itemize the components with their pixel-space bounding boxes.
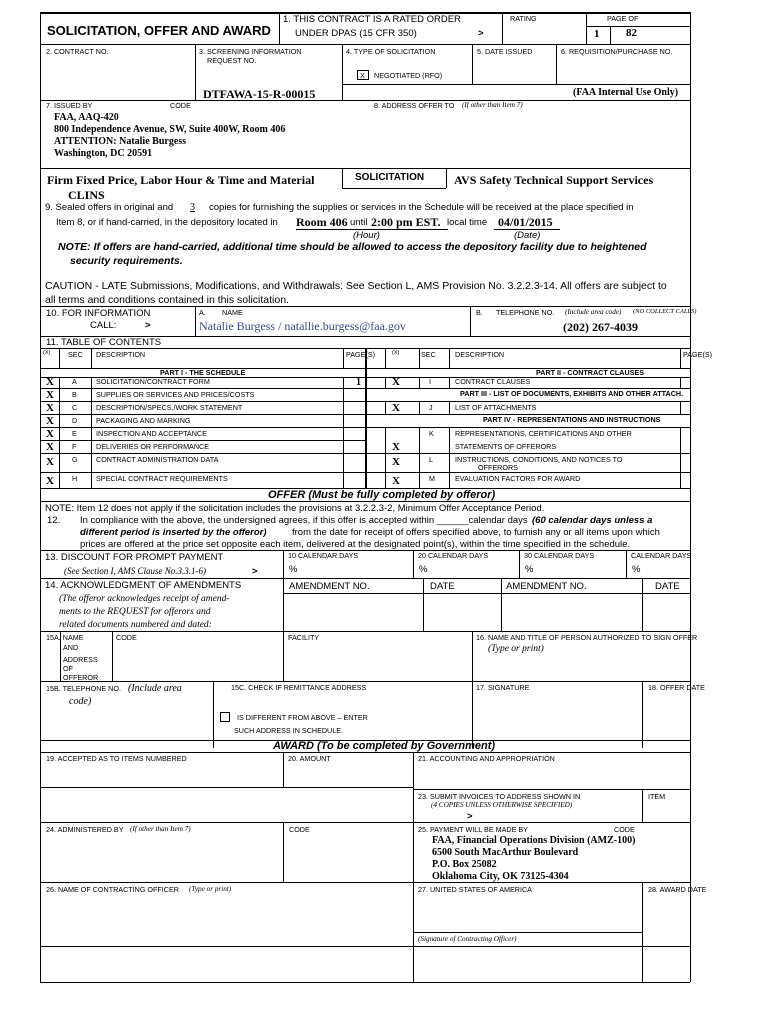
toc-j-sec: J (429, 403, 433, 412)
item20-label: 20. AMOUNT (288, 754, 331, 763)
item25-label: 25. PAYMENT WILL BE MADE BY (418, 825, 528, 834)
negotiated-label: NEGOTIATED (RFO) (374, 71, 443, 80)
remittance-checkbox[interactable] (220, 712, 230, 722)
toc-m-check: X (392, 475, 400, 487)
toc-col-x-right: (X) (392, 350, 400, 356)
item19-label: 19. ACCEPTED AS TO ITEMS NUMBERED (46, 754, 187, 763)
telephone-label: TELEPHONE NO. (496, 308, 555, 317)
toc-k-desc: REPRESENTATIONS, CERTIFICATIONS AND OTHER (455, 429, 632, 438)
offeror-name-label-1: 15A. NAME (46, 633, 84, 642)
toc-b-sec: B (72, 390, 77, 399)
caution-line-1: CAUTION - LATE Submissions, Modifications, and Withdrawals: See Section L, AMS Provision No. 3.2.2.3-14. All offers are subject to (45, 280, 667, 292)
toc-j-desc: LIST OF ATTACHMENTS (455, 403, 537, 412)
toc-c-desc: DESCRIPTION/SPECS./WORK STATEMENT (96, 403, 243, 412)
toc-col-pages-right: PAGE(S) (683, 350, 713, 359)
toc-j-check: X (392, 402, 400, 414)
discount-note: (See Section I, AMS Clause No.3.3.1-6) (64, 566, 207, 576)
item9-text-a: 9. Sealed offers in original and (45, 202, 174, 213)
note-line-1: NOTE: If offers are hand-carried, additional time should be allowed to access the depository facility due to heightened (58, 241, 647, 253)
toc-col-x-left: (X) (43, 350, 51, 356)
item26-label: 26. NAME OF CONTRACTING OFFICER (46, 885, 179, 894)
toc-k-check: X (392, 441, 400, 453)
item12-text-b: (60 calendar days unless a (532, 515, 653, 526)
days-30-label: 30 CALENDAR DAYS (524, 551, 595, 560)
toc-b-check: X (46, 389, 54, 401)
item12-text-c: different period is inserted by the offeror) (80, 527, 267, 538)
item-label: ITEM (648, 792, 666, 801)
call-arrow: > (145, 320, 151, 331)
solicitation-label: SOLICITATION (355, 172, 425, 183)
award-title: AWARD (To be completed by Government) (273, 740, 496, 752)
item24-note: (If other than Item 7) (130, 825, 191, 833)
item9-local: local time (447, 217, 488, 228)
toc-part-3: PART III - LIST OF DOCUMENTS, EXHIBITS AND OTHER ATTACH. (460, 389, 684, 398)
dpas-label: UNDER DPAS (15 CFR 350) (295, 28, 417, 39)
address-line-2: 800 Independence Avenue, SW, Suite 400W, Room 406 (54, 124, 286, 135)
toc-label: 11. TABLE OF CONTENTS (46, 337, 162, 348)
toc-l-desc: INSTRUCTIONS, CONDITIONS, AND NOTICES TO (455, 455, 623, 464)
discount-label: 13. DISCOUNT FOR PROMPT PAYMENT (45, 552, 224, 563)
dpas-arrow: > (478, 28, 484, 39)
screening-number: DTFAWA-15-R-00015 (203, 87, 316, 101)
offeror-code-label: CODE (116, 633, 137, 642)
toc-m-desc: EVALUATION FACTORS FOR AWARD (455, 474, 581, 483)
toc-d-check: X (46, 415, 54, 427)
toc-h-check: X (46, 475, 54, 487)
toc-f-check: X (46, 441, 54, 453)
call-label: CALL: (90, 320, 117, 331)
toc-h-sec: H (72, 474, 78, 483)
facility-label: FACILITY (288, 633, 320, 642)
no-collect-note: (NO COLLECT CALLS) (633, 308, 697, 315)
toc-a-check: X (46, 376, 54, 388)
rating-label: RATING (510, 14, 537, 23)
tel15b-label: 15B. TELEPHONE NO. (46, 684, 121, 693)
toc-a-sec: A (72, 377, 77, 386)
tel15b-note-2: code) (69, 696, 92, 707)
toc-g-check: X (46, 456, 54, 468)
days-20-label: 20 CALENDAR DAYS (418, 551, 489, 560)
issued-by-code-label: CODE (170, 101, 191, 110)
toc-i-sec: I (429, 377, 431, 386)
item25-code-label: CODE (614, 825, 635, 834)
toc-k-desc-2: STATEMENTS OF OFFERORS (455, 442, 557, 451)
toc-c-sec: C (72, 403, 78, 412)
telephone-note: (Include area code) (565, 308, 622, 316)
item9-time: 2:00 pm EST. (371, 215, 441, 229)
payment-address-3: P.O. Box 25082 (432, 859, 497, 870)
toc-e-desc: INSPECTION AND ACCEPTANCE (96, 429, 207, 438)
address-line-1: FAA, AAQ-420 (54, 112, 119, 123)
tel15b-note-1: (Include area (128, 683, 182, 694)
date-label: (Date) (514, 230, 541, 241)
ack-amendments-label: 14. ACKNOWLEDGMENT OF AMENDMENTS (45, 580, 242, 591)
issued-by-label: 7. ISSUED BY (46, 101, 93, 110)
item26-note: (Type or print) (189, 885, 232, 893)
days-other-label: CALENDAR DAYS (631, 551, 692, 560)
form-title: SOLICITATION, OFFER AND AWARD (47, 23, 271, 38)
offer-to-note: (If other than Item 7) (462, 101, 523, 109)
item16-label: 16. NAME AND TITLE OF PERSON AUTHORIZED TO SIGN OFFER (476, 633, 698, 642)
amendment-no-header-1: AMENDMENT NO. (289, 581, 370, 592)
toc-part-4: PART IV - REPRESENTATIONS AND INSTRUCTIONS (483, 415, 661, 424)
toc-f-sec: F (72, 442, 77, 451)
project-title: AVS Safety Technical Support Services (454, 173, 654, 187)
discount-arrow: > (252, 566, 258, 577)
amendment-date-header-2: DATE (655, 581, 680, 592)
telephone-value: (202) 267-4039 (563, 320, 638, 334)
item15c-option-1: IS DIFFERENT FROM ABOVE – ENTER (237, 713, 368, 722)
pct-20: % (419, 564, 428, 575)
item9-copies: 3 (190, 202, 195, 213)
pct-other: % (632, 564, 641, 575)
toc-l-check: X (392, 456, 400, 468)
item12-text-a: In compliance with the above, the undersigned agrees, if this offer is accepted within ______calendar days (80, 515, 528, 526)
toc-d-sec: D (72, 416, 78, 425)
item24-label: 24. ADMINISTERED BY (46, 825, 124, 834)
toc-part-2: PART II - CONTRACT CLAUSES (536, 368, 645, 377)
info-a-label: A. (199, 308, 206, 317)
toc-a-page: 1 (356, 377, 361, 388)
toc-i-check: X (392, 376, 400, 388)
item21-label: 21. ACCOUNTING AND APPROPRIATION (418, 754, 555, 763)
toc-e-sec: E (72, 429, 77, 438)
payment-address-4: Oklahoma City, OK 73125-4304 (432, 871, 569, 882)
item9-date: 04/01/2015 (498, 215, 553, 229)
signature-label: 17. SIGNATURE (476, 683, 530, 692)
contract-type-line-2: CLINS (68, 188, 105, 202)
signature-note: (Signature of Contracting Officer) (418, 935, 517, 943)
toc-m-sec: M (429, 474, 435, 483)
page-of-label: PAGE OF (607, 14, 639, 23)
payment-address-1: FAA, Financial Operations Division (AMZ-100) (432, 835, 636, 846)
contract-type-line-1: Firm Fixed Price, Labor Hour & Time and Material (47, 173, 315, 187)
ack-note-3: related documents numbered and dated: (59, 620, 212, 630)
toc-col-sec-right: SEC (421, 350, 436, 359)
type-or-print-16: (Type or print) (488, 644, 544, 654)
toc-col-desc-left: DESCRIPTION (96, 350, 146, 359)
info-b-label: B. (476, 308, 483, 317)
toc-k-sec: K (429, 429, 434, 438)
page-total: 82 (626, 27, 637, 39)
offer-date-label: 18. OFFER DATE (648, 683, 705, 692)
item12-text-d: from the date for receipt of offers specified above, to furnish any or all items upon which (292, 527, 660, 538)
item9-room: Room 406 (296, 215, 348, 229)
item23-note: (4 COPIES UNLESS OTHERWISE SPECIFIED) (431, 801, 573, 809)
toc-g-desc: CONTRACT ADMINISTRATION DATA (96, 455, 219, 464)
toc-d-desc: PACKAGING AND MARKING (96, 416, 191, 425)
offeror-name-label-5: OFFEROR (63, 673, 99, 682)
toc-l-desc-2: OFFERORS (478, 463, 518, 472)
hour-label: (Hour) (353, 230, 380, 241)
info-name-value[interactable]: Natalie Burgess / natallie.burgess@faa.gov (199, 319, 406, 333)
solicitation-type-label: 4. TYPE OF SOLICITATION (346, 47, 436, 56)
toc-b-desc: SUPPLIES OR SERVICES AND PRICES/COSTS (96, 390, 255, 399)
faa-internal-note: (FAA Internal Use Only) (573, 87, 679, 98)
date-issued-label: 5. DATE ISSUED (477, 47, 533, 56)
item24-code-label: CODE (289, 825, 310, 834)
item15c-label: 15C. CHECK IF REMITTANCE ADDRESS (231, 683, 367, 692)
negotiated-check-mark: X (360, 71, 365, 80)
item12-number: 12. (47, 515, 61, 526)
item9-until: until (350, 217, 368, 228)
item9-text-b: copies for furnishing the supplies or services in the Schedule will be received at the place specified in (209, 202, 634, 213)
toc-a-desc: SOLICITATION/CONTRACT FORM (96, 377, 210, 386)
address-line-3: ATTENTION: Natalie Burgess (54, 136, 187, 147)
toc-e-check: X (46, 428, 54, 440)
item23-label: 23. SUBMIT INVOICES TO ADDRESS SHOWN IN (418, 792, 581, 801)
item27-label: 27. UNITED STATES OF AMERICA (418, 885, 532, 894)
address-line-4: Washington, DC 20591 (54, 148, 153, 159)
amendment-no-header-2: AMENDMENT NO. (506, 581, 587, 592)
days-10-label: 10 CALENDAR DAYS (288, 551, 359, 560)
requisition-label: 6. REQUISITION/PURCHASE NO. (561, 47, 673, 56)
negotiated-checkbox[interactable] (357, 70, 369, 80)
note-item-12: NOTE: Item 12 does not apply if the solicitation includes the provisions at 3.2.2.3-2, Minimum Offer Acceptance Period. (45, 503, 545, 514)
screening-label-2: REQUEST NO. (207, 56, 257, 65)
toc-l-sec: L (429, 455, 433, 464)
item9-text-c: Item 8, or if hand-carried, in the depository located in (56, 217, 278, 228)
toc-c-check: X (46, 402, 54, 414)
ack-note-2: ments to the REQUEST for offerors and (59, 607, 211, 617)
ack-note-1: (The offeror acknowledges receipt of amend- (59, 594, 230, 604)
toc-col-pages-left: PAGE(S) (346, 350, 376, 359)
toc-col-desc-right: DESCRIPTION (455, 350, 505, 359)
pct-10: % (289, 564, 298, 575)
toc-col-sec-left: SEC (68, 350, 83, 359)
caution-line-2: all terms and conditions contained in this solicitation. (45, 294, 289, 306)
toc-h-desc: SPECIAL CONTRACT REQUIREMENTS (96, 474, 228, 483)
toc-part-1: PART I - THE SCHEDULE (160, 368, 246, 377)
offeror-name-label-4: OF (63, 664, 73, 673)
note-line-2: security requirements. (70, 255, 183, 267)
offer-to-label: 8. ADDRESS OFFER TO (374, 101, 455, 110)
offer-title: OFFER (Must be fully completed by offeror) (268, 489, 496, 501)
toc-g-sec: G (72, 455, 78, 464)
item23-arrow: > (467, 811, 473, 822)
payment-address-2: 6500 South MacArthur Boulevard (432, 847, 579, 858)
offeror-name-label-2: AND (63, 643, 79, 652)
screening-label: 3. SCREENING INFORMATION (199, 47, 302, 56)
amendment-date-header-1: DATE (430, 581, 455, 592)
item28-label: 28. AWARD DATE (648, 885, 707, 894)
info-name-label: NAME (222, 308, 243, 317)
contract-no-label: 2. CONTRACT NO. (46, 47, 109, 56)
item15c-option-2: SUCH ADDRESS IN SCHEDULE. (234, 726, 344, 735)
rated-order-label: 1. THIS CONTRACT IS A RATED ORDER (283, 14, 461, 25)
pct-30: % (525, 564, 534, 575)
page-number: 1 (594, 28, 600, 40)
offeror-name-label-3: ADDRESS (63, 655, 98, 664)
item12-text-e: prices are offered at the price set opposite each item, delivered at the designated point(s), within the time specified in the schedule. (80, 539, 631, 550)
for-information-label: 10. FOR INFORMATION (46, 308, 151, 319)
toc-f-desc: DELIVERIES OR PERFORMANCE (96, 442, 210, 451)
toc-i-desc: CONTRACT CLAUSES (455, 377, 531, 386)
